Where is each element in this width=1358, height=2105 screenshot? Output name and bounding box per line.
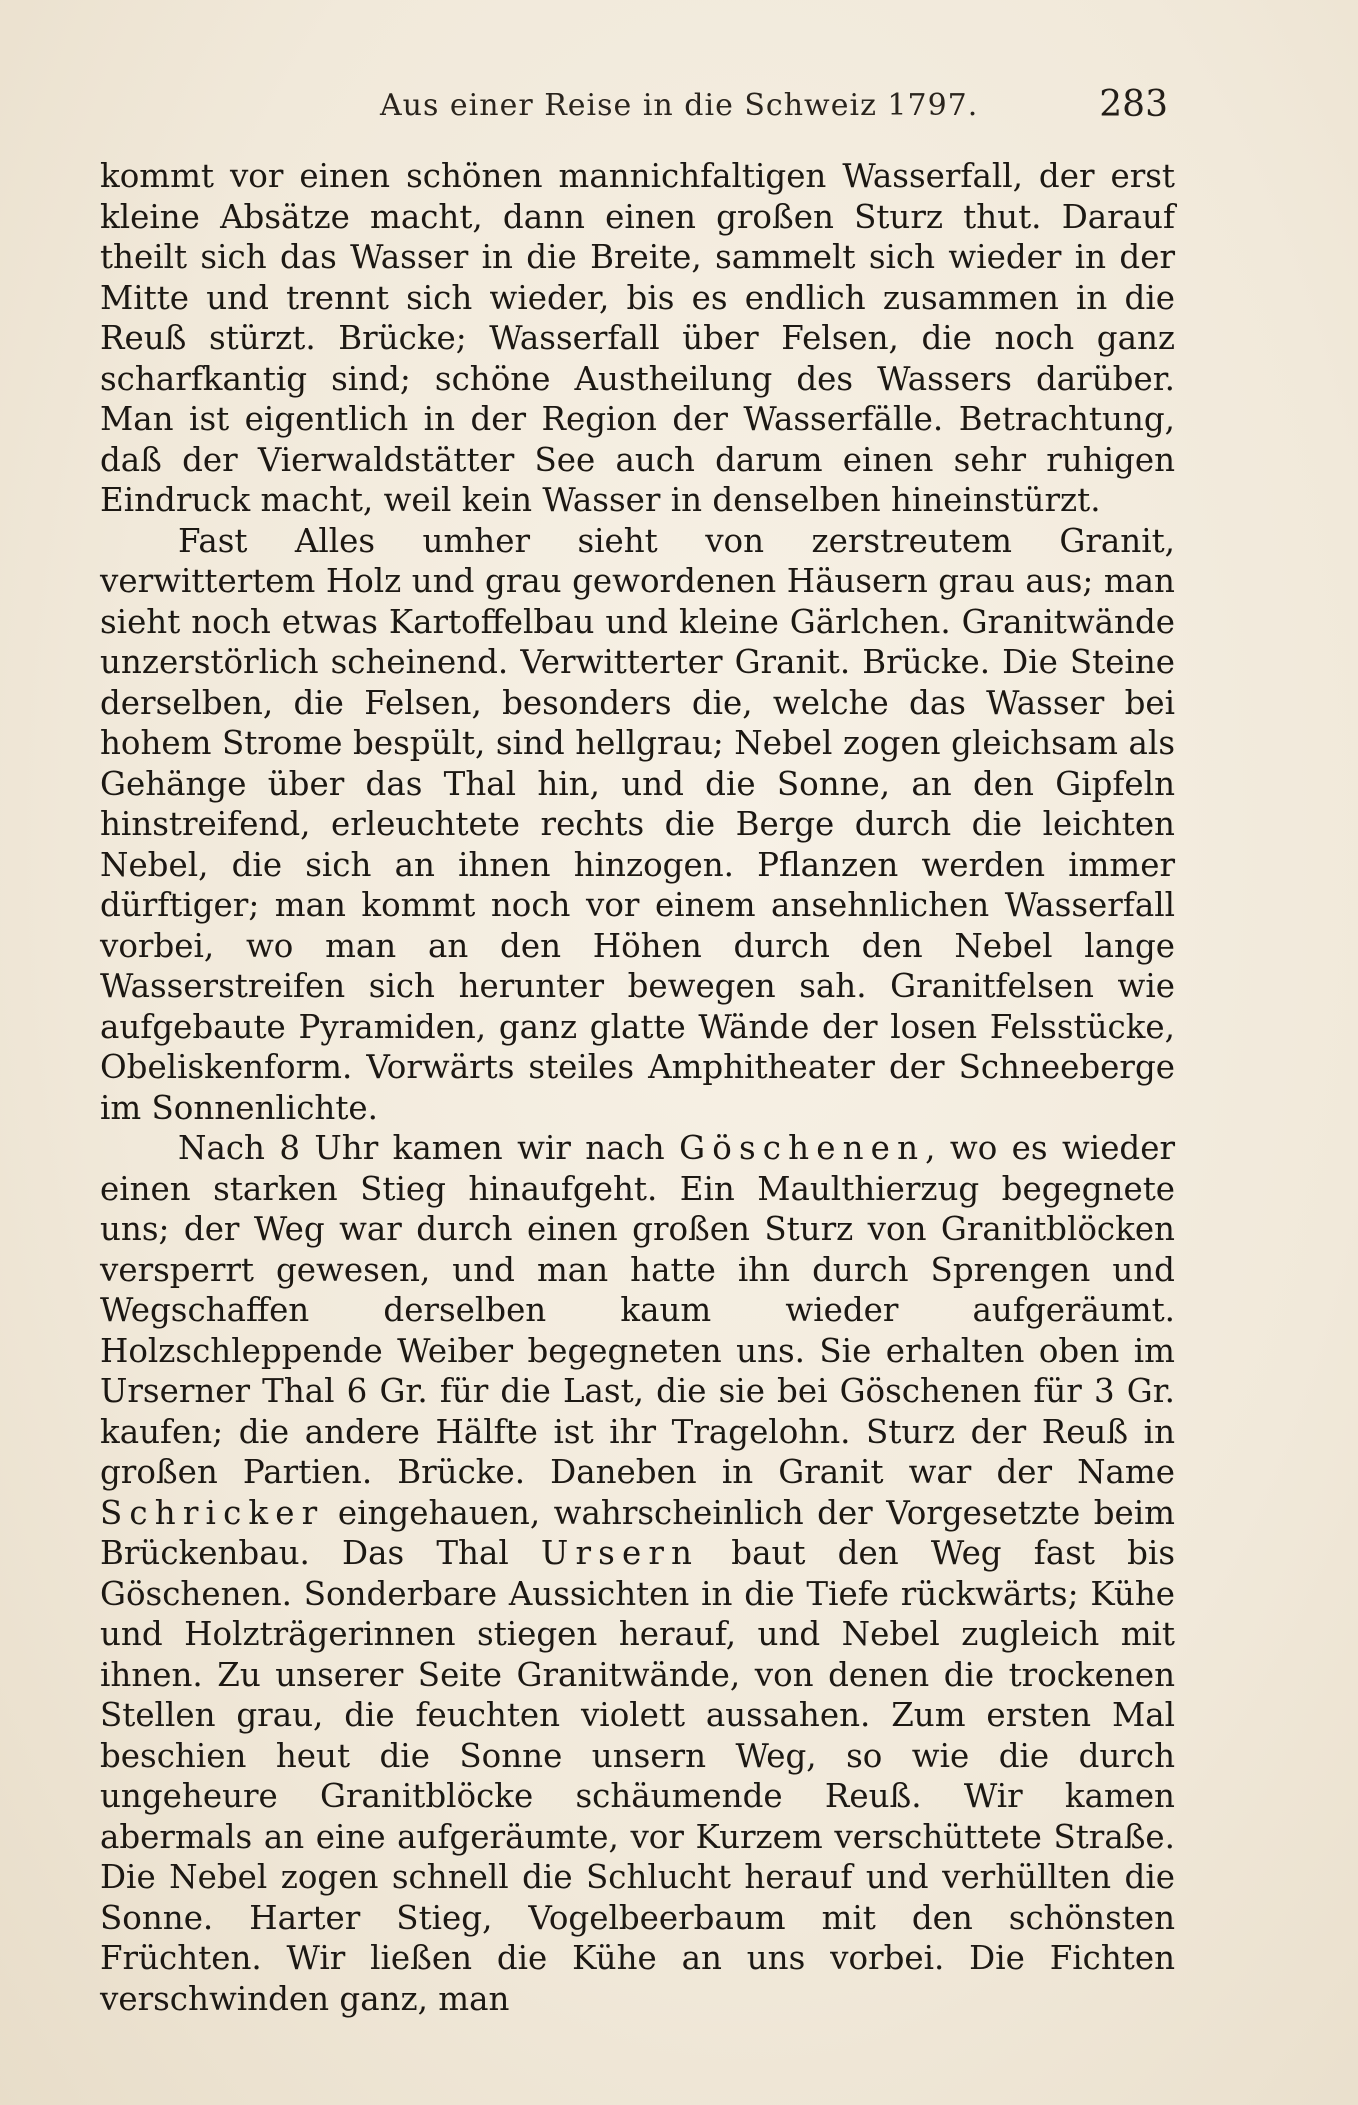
paragraph-1: kommt vor einen schönen mannichfaltigen Wasserfall, der erst kleine Absätze macht, dann einen großen Sturz thut. Darauf theilt sich das Wasser in die Breite, sammelt sich wieder in der Mitte und trennt sich wieder, bis es endlich zusammen in die Reuß stürzt. Brücke; Wasserfall über Felsen, die noch ganz scharfkantig sind; schöne Austheilung des Wassers darüber. Man ist eigentlich in der Region der Wasserfälle. Betrachtung, daß der Vierwaldstätter See auch darum einen sehr ruhigen Eindruck macht, weil kein Wasser in denselben hineinstürzt. <box>100 157 1175 519</box>
paragraph-3-text: eingehauen, wahrscheinlich der Vorgesetzte beim Brückenbau. Das Thal <box>100 1493 1175 1572</box>
paragraph-3 <box>100 1128 1175 2019</box>
paragraph-3-text: , wo es wieder einen starken Stieg hinaufgeht. Ein Maulthierzug begegnete uns; der Weg war durch einen großen Sturz von Granitblöcken versperrt gewesen, und man hatte ihn durch Sprengen und Wegschaffen derselben kaum wieder aufgeräumt. Holzschleppende Weiber begegneten uns. Sie erhalten oben im Urserner Thal 6 Gr. für die Last, die sie bei Göschenen für 3 Gr. kaufen; die andere Hälfte ist ihr Tragelohn. Sturz der Reuß in großen Partien. Brücke. Daneben in Granit war der Name <box>100 1129 1175 1491</box>
name-schricker: Schricker <box>100 1493 325 1532</box>
place-name-ursern: Ursern <box>540 1534 700 1572</box>
running-title: Aus einer Reise in die Schweiz 1797. <box>380 88 979 123</box>
body-text <box>100 156 1175 2019</box>
paragraph-3-text: Nach 8 Uhr kamen wir nach <box>178 1129 680 1167</box>
page-number: 283 <box>1099 84 1168 125</box>
place-name-goeschenen: Göschenen <box>679 1129 926 1167</box>
page-header <box>100 84 1168 136</box>
paragraph-3-text: baut den Weg fast bis Göschenen. Sonderbare Aussichten in die Tiefe rückwärts; Kühe und Holzträgerinnen stiegen herauf, und Nebel zugleich mit ihnen. Zu unserer Seite Granitwände, von denen die trockenen Stellen grau, die feuchten violett aussahen. Zum ersten Mal beschien heut die Sonne unsern Weg, so wie die durch ungeheure Granitblöcke schäumende Reuß. Wir kamen abermals an eine aufgeräumte, vor Kurzem verschüttete Straße. Die Nebel zogen schnell die Schlucht herauf und verhüllten die Sonne. Harter Stieg, Vogelbeerbaum mit den schönsten Früchten. Wir ließen die Kühe an uns vorbei. Die Fichten verschwinden ganz, man <box>100 1534 1176 2018</box>
paragraph-2: Fast Alles umher sieht von zerstreutem Granit, verwittertem Holz und grau gewordenen Häusern grau aus; man sieht noch etwas Kartoffelbau und kleine Gärlchen. Granitwände unzerstörlich scheinend. Verwitterter Granit. Brücke. Die Steine derselben, die Felsen, besonders die, welche das Wasser bei hohem Strome bespült, sind hellgrau; Nebel zogen gleichsam als Gehänge über das Thal hin, und die Sonne, an den Gipfeln hinstreifend, erleuchtete rechts die Berge durch die leichten Nebel, die sich an ihnen hinzogen. Pflanzen werden immer dürftiger; man kommt noch vor einem ansehnlichen Wasserfall vorbei, wo man an den Höhen durch den Nebel lange Wasserstreifen sich herunter bewegen sah. Granitfelsen wie aufgebaute Pyramiden, ganz glatte Wände der losen Felsstücke, Obeliskenform. Vorwärts steiles Amphitheater der Schneeberge im Sonnenlichte. <box>100 521 1175 1127</box>
